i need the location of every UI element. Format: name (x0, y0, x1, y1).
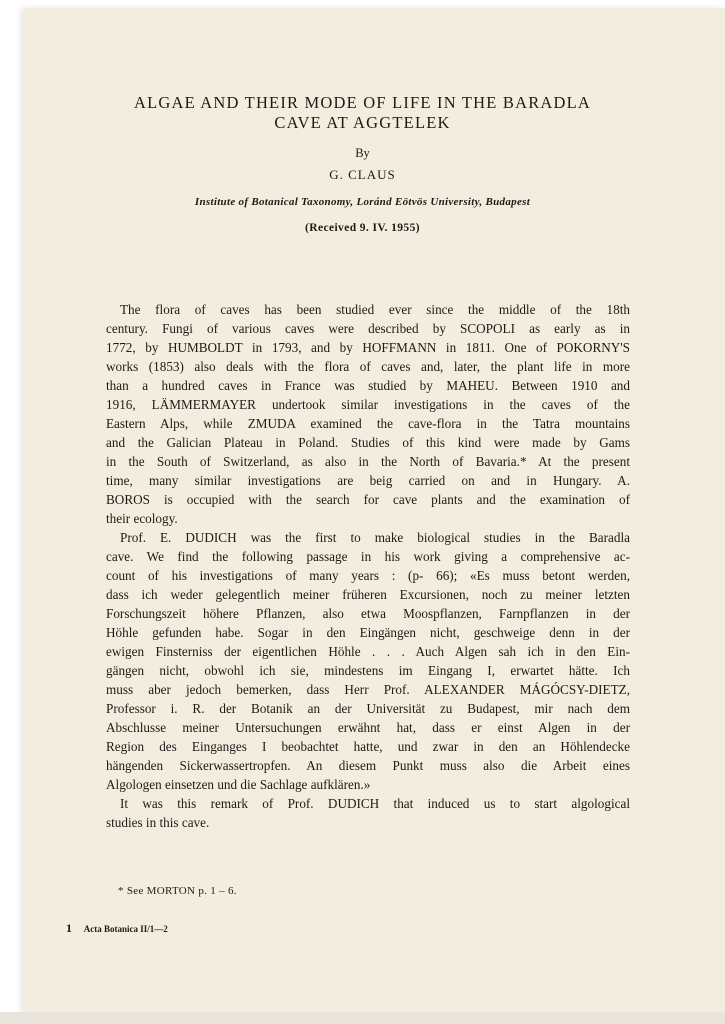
author-affiliation: Institute of Botanical Taxonomy, Loránd Eötvös University, Budapest (194, 196, 531, 208)
signature-number: 1 (66, 921, 72, 935)
scan-bottom-edge (0, 1012, 725, 1024)
body-line: than a hundred caves in France was studied by MAHEU. Between 1910 and (106, 378, 630, 393)
body-line: Eastern Alps, while ZMUDA examined the cave-flora in the Tatra mountains (106, 416, 630, 431)
body-line: works (1853) also deals with the flora of caves and, later, the plant life in more (106, 359, 630, 374)
body-line: cave. We find the following passage in his work giving a comprehensive ac- (106, 549, 630, 564)
body-line: Abschlusse meiner Untersuchungen erwähnt hat, dass er einst Algen in der (106, 720, 630, 735)
body-line: and the Galician Plateau in Poland. Studies of this kind were made by Gams (106, 435, 630, 450)
received-date: (Received 9. IV. 1955) (305, 222, 420, 234)
body-line: their ecology. (106, 511, 178, 526)
body-line: count of his investigations of many years : (p- 66); «Es muss betont werden, (106, 568, 630, 583)
body-line: Algologen einsetzen und die Sachlage aufklären.» (106, 777, 371, 792)
author-name: G. CLAUS (329, 167, 396, 182)
body-line: ewigen Finsterniss der eigentlichen Höhle . . . Auch Algen sah ich in den Ein- (106, 644, 630, 659)
byline: By (355, 146, 370, 160)
body-line: 1772, by HUMBOLDT in 1793, and by HOFFMANN in 1811. One of POKORNY'S (106, 340, 630, 355)
article-title-line-2: CAVE AT AGGTELEK (274, 113, 451, 132)
body-line: gängen nicht, obwohl ich sie, mindestens im Eingang I, erwartet hätte. Ich (106, 663, 630, 678)
article-title-line-1: ALGAE AND THEIR MODE OF LIFE IN THE BARADLA (133, 93, 592, 112)
body-line: century. Fungi of various caves were described by SCOPOLI as early as in (106, 321, 630, 336)
body-line: studies in this cave. (106, 815, 210, 830)
journal-signature: Acta Botanica II/1—2 (83, 924, 168, 934)
body-line: Professor i. R. der Botanik an der Universität zu Budapest, mir nach dem (106, 701, 630, 716)
body-line: 1916, LÄMMERMAYER undertook similar investigations in the caves of the (106, 397, 630, 412)
body-line: BOROS is occupied with the search for cave plants and the examination of (106, 492, 630, 507)
body-line: in the South of Switzerland, as also in the North of Bavaria.* At the present (106, 454, 630, 469)
body-line: Höhle gefunden habe. Sogar in den Eingängen nicht, geschweige denn in der (106, 625, 630, 640)
body-line: muss aber jedoch bemerken, dass Herr Prof. ALEXANDER MÁGÓCSY-DIETZ, (106, 682, 630, 697)
body-line: It was this remark of Prof. DUDICH that induced us to start algological (120, 796, 630, 811)
body-line: hängenden Sickerwassertropfen. An diesem Punkt muss also die Arbeit eines (106, 758, 630, 773)
page-signature (66, 921, 168, 936)
body-line: Forschungszeit höhere Pflanzen, also etwa Moospflanzen, Farnpflanzen in der (106, 606, 630, 621)
body-line: Prof. E. DUDICH was the first to make biological studies in the Baradla (120, 530, 630, 545)
body-line: time, many similar investigations are beig carried on and in Hungary. A. (106, 473, 630, 488)
body-line: Region des Einganges I beobachtet hatte, und zwar in den an Höhlendecke (106, 739, 630, 754)
body-line: The flora of caves has been studied ever since the middle of the 18th (120, 302, 630, 317)
footnote: * See MORTON p. 1 – 6. (118, 885, 237, 897)
body-line: dass ich weder gelegentlich meiner früheren Excursionen, noch zu meiner letzten (106, 587, 630, 602)
